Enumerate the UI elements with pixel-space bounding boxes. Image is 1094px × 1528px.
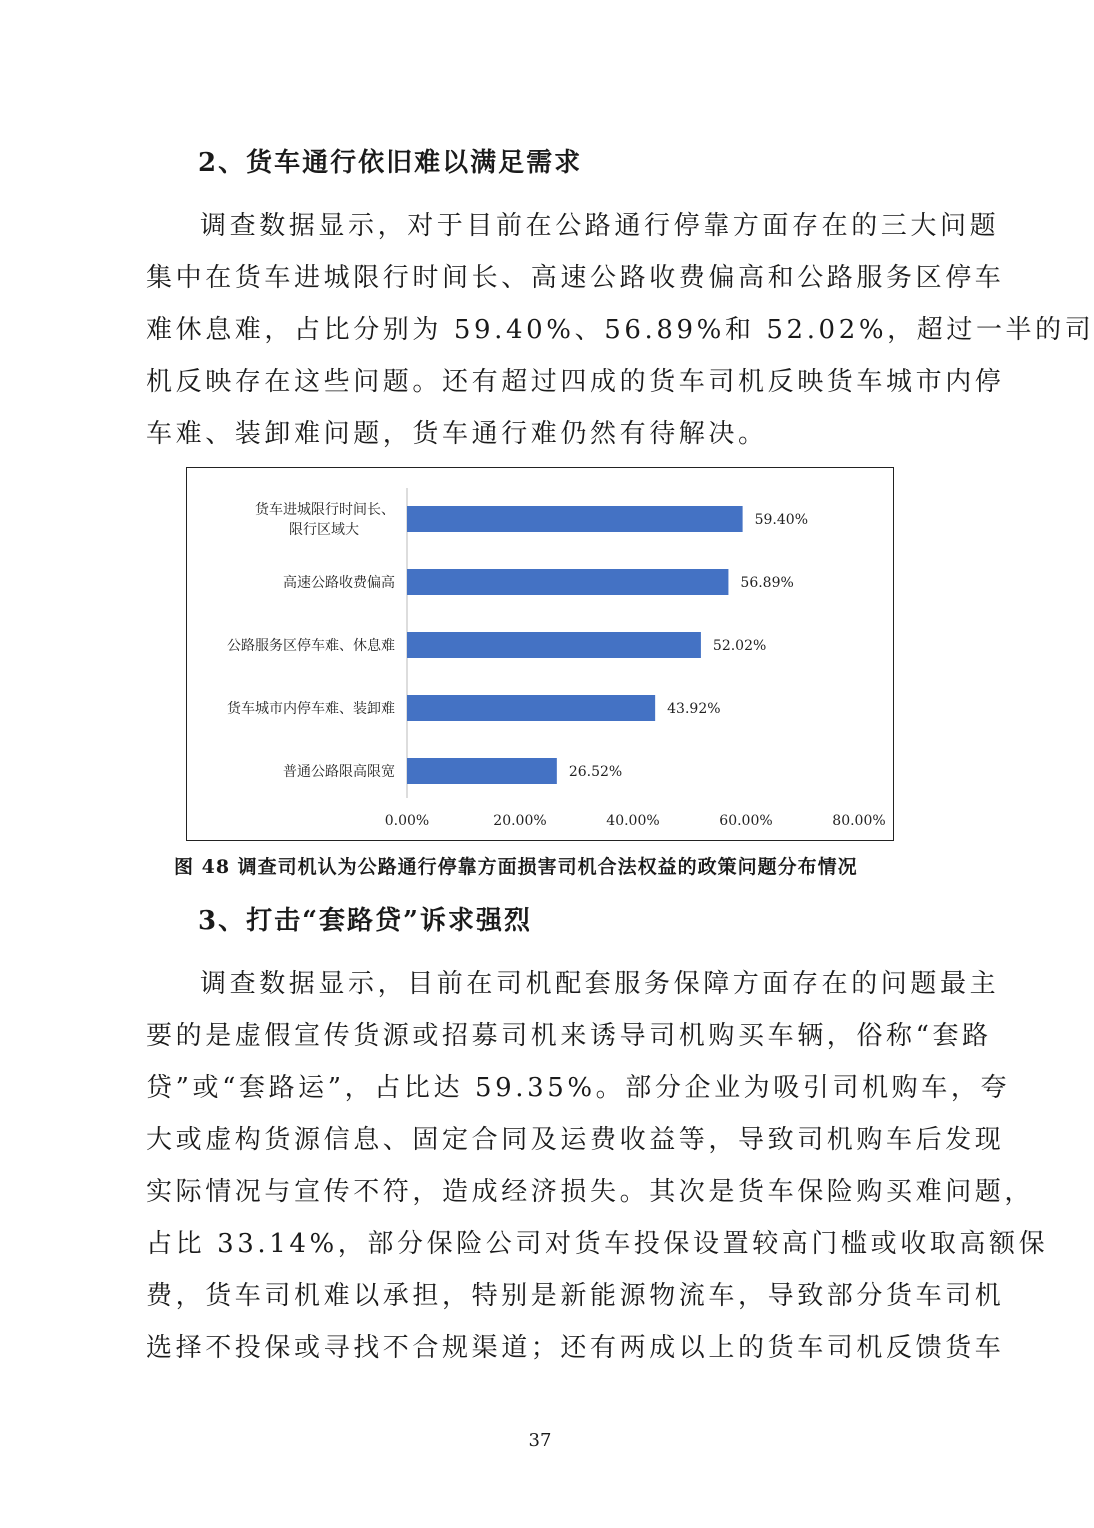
x-tick-label: 60.00% <box>719 813 773 829</box>
paragraph-line: 贷”或“套路运”，占比达 59.35%。部分企业为吸引司机购车，夸 <box>146 1073 1011 1103</box>
bar <box>407 758 557 784</box>
paragraph-line: 占比 33.14%，部分保险公司对货车投保设置较高门槛或收取高额保 <box>146 1229 1049 1259</box>
paragraph-line: 实际情况与宣传不符，造成经济损失。其次是货车保险购买难问题， <box>146 1177 1035 1207</box>
bar-chart <box>186 467 894 841</box>
section-2-heading: 2、货车通行依旧难以满足需求 <box>198 148 583 178</box>
section-3-heading: 3、打击“套路贷”诉求强烈 <box>198 906 533 936</box>
page-number: 37 <box>528 1430 552 1451</box>
bar <box>407 695 655 721</box>
bar-chart-svg <box>187 468 895 842</box>
data-label: 43.92% <box>667 701 721 717</box>
bar <box>407 632 701 658</box>
category-label: 高速公路收费偏高 <box>283 575 395 591</box>
category-label: 普通公路限高限宽 <box>283 764 395 780</box>
paragraph-line: 调查数据显示，目前在司机配套服务保障方面存在的问题最主 <box>200 969 1000 999</box>
category-label: 限行区域大 <box>289 522 359 538</box>
paragraph-line: 要的是虚假宣传货源或招募司机来诱导司机购买车辆，俗称“套路 <box>146 1021 992 1051</box>
paragraph-line: 费，货车司机难以承担，特别是新能源物流车，导致部分货车司机 <box>146 1281 1005 1311</box>
category-label: 货车进城限行时间长、 <box>255 502 395 518</box>
paragraph-line: 集中在货车进城限行时间长、高速公路收费偏高和公路服务区停车 <box>146 263 1005 293</box>
category-label: 货车城市内停车难、装卸难 <box>227 701 395 717</box>
paragraph-line: 调查数据显示，对于目前在公路通行停靠方面存在的三大问题 <box>200 211 1000 241</box>
figure-caption: 图 48 调查司机认为公路通行停靠方面损害司机合法权益的政策问题分布情况 <box>174 856 858 878</box>
data-label: 56.89% <box>740 575 794 591</box>
section-3-paragraph <box>146 958 1049 1374</box>
paragraph-line: 车难、装卸难问题，货车通行难仍然有待解决。 <box>146 419 768 449</box>
data-label: 52.02% <box>712 638 767 654</box>
bar <box>407 569 728 595</box>
section-2-paragraph <box>146 200 1094 460</box>
x-tick-label: 0.00% <box>384 813 430 829</box>
category-label: 公路服务区停车难、休息难 <box>227 638 395 654</box>
paragraph-line: 大或虚构货源信息、固定合同及运费收益等，导致司机购车后发现 <box>146 1125 1005 1155</box>
data-label: 59.40% <box>754 512 809 528</box>
paragraph-line: 选择不投保或寻找不合规渠道；还有两成以上的货车司机反馈货车 <box>146 1333 1005 1363</box>
bar <box>407 506 743 532</box>
paragraph-line: 难休息难，占比分别为 59.40%、56.89%和 52.02%，超过一半的司 <box>146 315 1094 345</box>
data-label: 26.52% <box>568 764 623 780</box>
x-tick-label: 80.00% <box>832 813 886 829</box>
paragraph-line: 机反映存在这些问题。还有超过四成的货车司机反映货车城市内停 <box>146 367 1005 397</box>
x-tick-label: 20.00% <box>493 813 547 829</box>
x-tick-label: 40.00% <box>606 813 660 829</box>
